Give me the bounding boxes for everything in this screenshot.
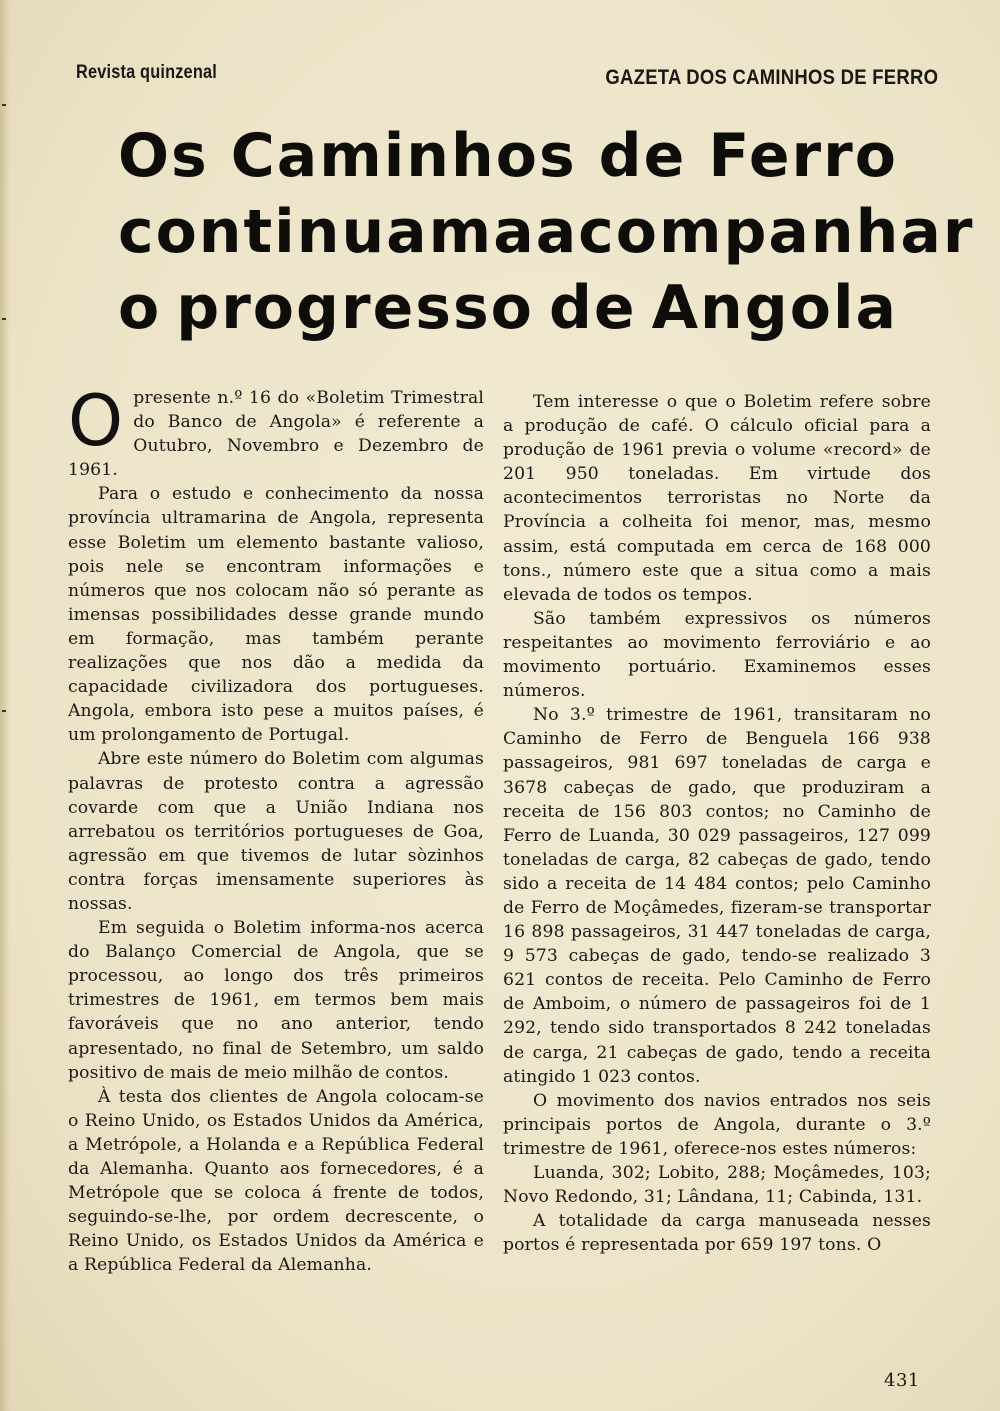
headline-word: continuam bbox=[118, 197, 494, 267]
page-number: 431 bbox=[884, 1370, 920, 1391]
headline-word: Caminhos bbox=[230, 121, 577, 191]
page-binding-edge bbox=[0, 0, 10, 1411]
binding-mark bbox=[2, 710, 6, 712]
body-paragraph: No 3.º trimestre de 1961, transitaram no Caminho de Ferro de Benguela 166 938 passageiros, 981 697 toneladas de carga e 3678 cabeças de gado, que produziram a receita de 156 803 contos; no Caminho de Ferro de Luanda, 30 029 passageiros, 127 099 toneladas de carga, 82 cabeças de gado, tendo sido a receita de 14 484 contos; pelo Caminho de Ferro de Moçâmedes, fizeram-se transportar 16 898 passageiros, 31 447 toneladas de carga, 9 573 cabeças de gado, tendo-se realizado 3 621 contos de receita. Pelo Caminho de Ferro de Amboim, o número de passageiros foi de 1 292, tendo sido transportados 8 242 toneladas de carga, 21 cabeças de gado, tendo a receita atingido 1 023 contos. bbox=[503, 705, 931, 1087]
article-headline bbox=[118, 118, 975, 346]
headline-word: Angola bbox=[651, 273, 898, 343]
headline-word: o bbox=[118, 273, 162, 343]
body-paragraph: Tem interesse o que o Boletim refere sobre a produção de café. O cálculo oficial para a produção de 1961 previa o volume «record» de 201 950 toneladas. Em virtude dos acontecimentos terroristas no Norte da Província a colheita foi menor, mas, mesmo assim, está computada em cerca de 168 000 tons., número este que a situa como a mais elevada de todos os tempos. bbox=[503, 392, 931, 605]
body-paragraph: Em seguida o Boletim informa-nos acerca do Balanço Comercial de Angola, que se processou, ao longo dos três primeiros trimestres de 1961, em termos bem mais favoráveis que no ano anterior, tendo apresentado, no final de Setembro, um saldo positivo de mais de meio milhão de contos. bbox=[68, 918, 484, 1083]
headline-line-2 bbox=[118, 194, 975, 270]
body-paragraph: São também expressivos os números respeitantes ao movimento ferroviário e ao movimento portuário. Examinemos esses números. bbox=[503, 608, 931, 702]
left-text-column bbox=[68, 380, 484, 1277]
body-paragraph: Luanda, 302; Lobito, 288; Moçâmedes, 103; Novo Redondo, 31; Lândana, 11; Cabinda, 131. bbox=[503, 1163, 931, 1208]
headline-word: Ferro bbox=[708, 121, 898, 191]
headline-word: de bbox=[548, 273, 637, 343]
headline-line-3 bbox=[118, 270, 898, 346]
body-paragraph: Abre este número do Boletim com algumas palavras de protesto contra a agressão covarde com que a União Indiana nos arrebatou os territórios portugueses de Goa, agressão em que tivemos de lutar sòzinhos contra forças imensamente superiores às nossas. bbox=[68, 749, 484, 914]
running-header-left: Revista quinzenal bbox=[76, 62, 217, 83]
headline-word: Os bbox=[118, 121, 209, 191]
headline-word: de bbox=[598, 121, 687, 191]
headline-word: a bbox=[493, 197, 536, 267]
body-paragraph: Para o estudo e conhecimento da nossa província ultramarina de Angola, representa esse Boletim um elemento bastante valioso, pois nele se encontram informações e números que nos colocam não só perante as imensas possibilidades desse grande mundo em formação, mas também perante realizações que nos dão a medida da capacidade civilizadora dos portugueses. Angola, embora isto pese a muitos países, é um prolongamento de Portugal. bbox=[68, 484, 484, 746]
lead-paragraph bbox=[68, 380, 484, 482]
lead-text: presente n.º 16 do «Boletim Trimestral do Banco de Angola» é referente a Outubro, Novembro e Dezembro de 1961. bbox=[68, 388, 484, 481]
headline-word: acompanhar bbox=[535, 197, 975, 267]
right-text-column bbox=[503, 390, 931, 1257]
binding-mark bbox=[2, 104, 6, 106]
binding-mark bbox=[2, 318, 6, 320]
headline-word: progresso bbox=[176, 273, 534, 343]
body-paragraph: À testa dos clientes de Angola colocam-se o Reino Unido, os Estados Unidos da América, a Metrópole, a Holanda e a República Federal da Alemanha. Quanto aos fornecedores, é a Metrópole que se coloca á frente de todos, seguindo-se-lhe, por ordem decrescente, o Reino Unido, os Estados Unidos da América e a República Federal da Alemanha. bbox=[68, 1086, 484, 1276]
headline-line-1 bbox=[118, 118, 898, 194]
running-header-right: GAZETA DOS CAMINHOS DE FERRO bbox=[605, 66, 938, 89]
body-paragraph: A totalidade da carga manuseada nesses portos é representada por 659 197 tons. O bbox=[503, 1211, 931, 1256]
body-paragraph: O movimento dos navios entrados nos seis principais portos de Angola, durante o 3.º trimestre de 1961, oferece-nos estes números: bbox=[503, 1090, 931, 1159]
drop-cap: O bbox=[68, 380, 124, 462]
